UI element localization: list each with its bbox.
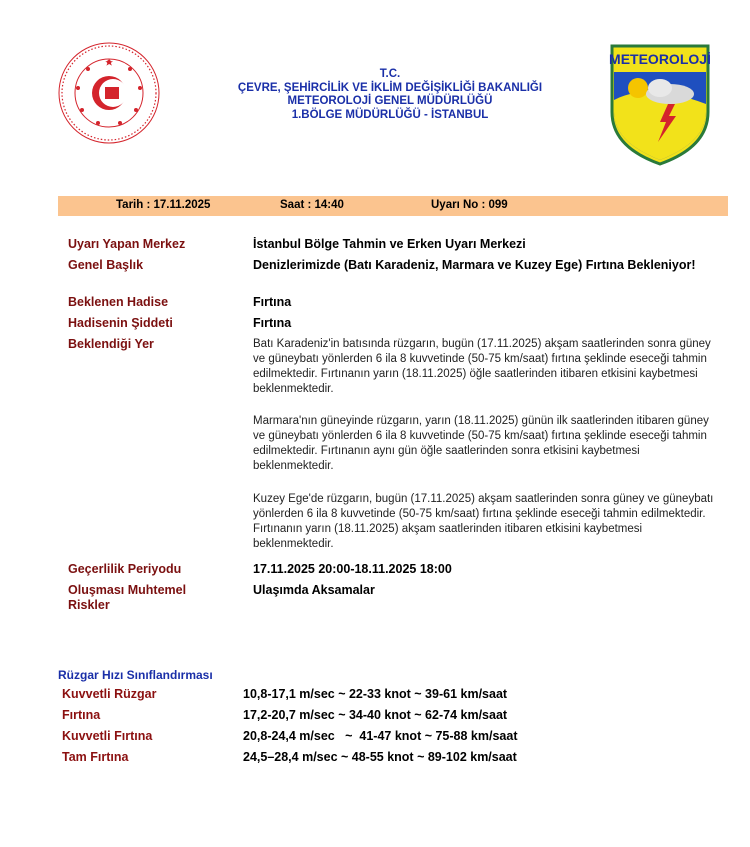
event-value: Fırtına (253, 295, 292, 309)
severity-value: Fırtına (253, 316, 292, 330)
header-line-ministry: ÇEVRE, ŞEHİRCİLİK VE İKLİM DEĞİŞİKLİĞİ BAKANLIĞI (237, 81, 543, 94)
wind-row-value: 17,2-20,7 m/sec ~ 34-40 knot ~ 62-74 km/saat (243, 708, 508, 722)
risks-value: Ulaşımda Aksamalar (253, 583, 375, 597)
risks-label: Oluşması Muhtemel Riskler (68, 583, 187, 612)
location-paragraph-3: Kuzey Ege'de rüzgarın, bugün (17.11.2025) akşam saatlerinden sonra güney ve güneybatı yönlerden 6 ila 8 kuvvetinde (50-75 km/saat) fırtına şeklinde eseceği tahmin edilmektedir. Fırtınanın yarın (18.11.2025) akşam saatlerinden itibaren etkisini kaybetmesi beklenmektedir. (253, 493, 714, 550)
time-label: Saat : 14:40 (280, 199, 344, 211)
header-line-tc: T.C. (379, 68, 401, 80)
header-line-directorate: METEOROLOJİ GENEL MÜDÜRLÜĞÜ (287, 95, 493, 107)
info-band (58, 196, 728, 216)
header-line-region: 1.BÖLGE MÜDÜRLÜĞÜ - İSTANBUL (291, 108, 489, 121)
location-paragraph-2: Marmara'nın güneyinde rüzgarın, yarın (18.11.2025) günün ilk saatlerinden itibaren güney ve güneybatı yönlerden 6 ila 8 kuvvetinde (50-75 km/saat) fırtına şeklinde eseceği tahmin edilmektedir. Fırtınanın aynı gün öğle saatlerinden sonra etkisini kaybetmesi beklenmektedir. (253, 415, 709, 472)
validity-label: Geçerlilik Periyodu (68, 562, 182, 576)
wind-row-label: Kuvvetli Rüzgar (62, 687, 157, 701)
header-title-block (200, 68, 580, 122)
title-value: Denizlerimizde (Batı Karadeniz, Marmara ve Kuzey Ege) Fırtına Bekleniyor! (253, 258, 696, 272)
wind-classification-title: Rüzgar Hızı Sınıflandırması (58, 668, 213, 682)
warning-number-label: Uyarı No : 099 (431, 199, 508, 211)
svg-text:METEOROLOJİ: METEOROLOJİ (609, 51, 711, 67)
title-label: Genel Başlık (68, 258, 144, 272)
wind-row-label: Fırtına (62, 708, 101, 722)
location-label: Beklendiği Yer (68, 337, 154, 351)
validity-value: 17.11.2025 20:00-18.11.2025 18:00 (253, 562, 452, 576)
wind-row-label: Tam Fırtına (62, 750, 129, 764)
wind-row-value: 10,8-17,1 m/sec ~ 22-33 knot ~ 39-61 km/saat (243, 687, 508, 701)
ministry-emblem-icon (58, 42, 160, 144)
meteoroloji-logo-icon (608, 42, 712, 166)
date-label: Tarih : 17.11.2025 (116, 199, 211, 211)
wind-row-value: 24,5–28,4 m/sec ~ 48-55 knot ~ 89-102 km/saat (243, 750, 517, 764)
location-paragraph-1: Batı Karadeniz'in batısında rüzgarın, bugün (17.11.2025) akşam saatlerinden sonra güney ve güneybatı yönlerden 6 ila 8 kuvvetinde (50-75 km/saat) fırtına şeklinde eseceği tahmin edilmektedir. Fırtınanın yarın (18.11.2025) öğle saatlerinden itibaren etkisini kaybetmesi beklenmektedir. (253, 338, 711, 395)
center-value: İstanbul Bölge Tahmin ve Erken Uyarı Merkezi (253, 237, 526, 251)
severity-label: Hadisenin Şiddeti (68, 316, 173, 330)
event-label: Beklenen Hadise (68, 295, 169, 309)
wind-row-label: Kuvvetli Fırtına (62, 729, 153, 743)
center-label: Uyarı Yapan Merkez (68, 237, 186, 251)
wind-row-value: 20,8-24,4 m/sec ~ 41-47 knot ~ 75-88 km/saat (243, 729, 518, 743)
